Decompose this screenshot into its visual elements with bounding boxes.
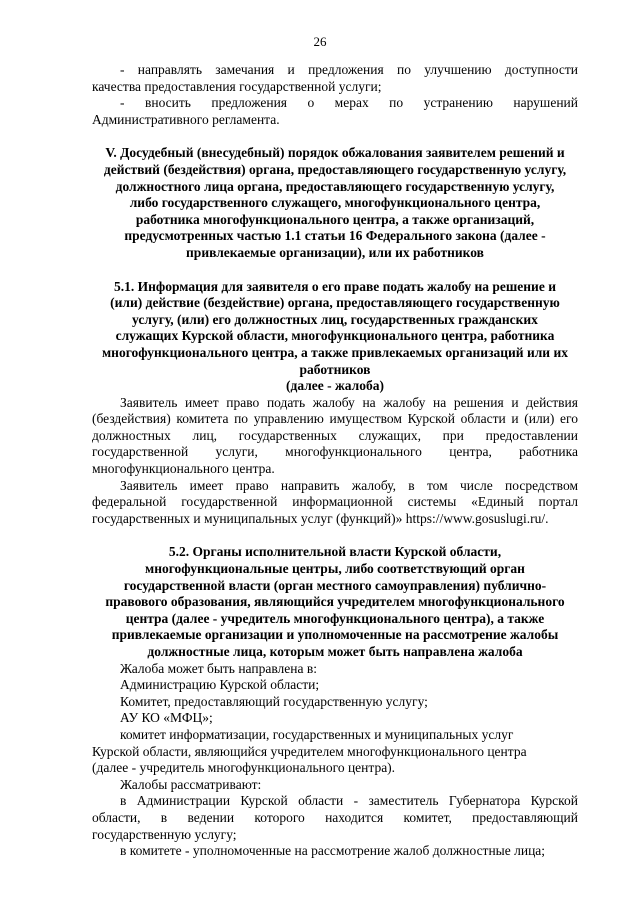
subsection-5-1-title-line: (или) действие (бездействие) органа, предоставляющего государственную — [110, 295, 560, 311]
section-5-title-line: работника многофункционального центра, а также организаций, — [135, 211, 535, 227]
paragraph-committee-review: в комитете - уполномоченные на рассмотрение жалоб должностные лица; — [120, 843, 546, 859]
subsection-5-2-title-line: центра (далее - учредитель многофункционального центра), а также — [125, 610, 545, 626]
paragraph-5-1-1 — [92, 395, 578, 478]
list-item-continuation: Курской области, являющийся учредителем многофункционального центра — [92, 743, 527, 759]
subsection-5-1-title-line: многофункционального центра, а также привлекаемых организаций или их — [101, 344, 568, 360]
paragraph-admin-review — [92, 793, 578, 843]
paragraph-line: в Администрации Курской области - заместитель Губернатора Курской — [120, 793, 578, 809]
paragraph-line: федеральной государственной информационной системы «Единый портал — [92, 494, 578, 510]
paragraph-line: многофункционального центра. — [92, 461, 275, 477]
subsection-5-1-title-line: служащих Курской области, многофункционального центра, работника — [115, 328, 555, 344]
complaint-recipients-list — [92, 661, 578, 777]
section-5-title-line: предусмотренных частью 1.1 статьи 16 Федерального закона (далее - — [124, 228, 546, 244]
intro-line-1: - направлять замечания и предложения по улучшению доступности — [120, 62, 578, 77]
list-item: комитет информатизации, государственных и муниципальных услуг — [120, 726, 514, 742]
subsection-5-2-title-line: привлекаемые организации и уполномоченные на рассмотрение жалобы — [111, 627, 559, 643]
list-item: Жалоба может быть направлена в: — [120, 660, 317, 676]
intro-line-3: - вносить предложения о мерах по устранению нарушений — [120, 95, 578, 111]
list-item: Комитет, предоставляющий государственную услугу; — [120, 693, 428, 709]
subsection-5-2-title-line: государственной власти (орган местного самоуправления) публично- — [123, 577, 547, 593]
section-5-title-line: либо государственного служащего, многофункционального центра, — [129, 195, 541, 211]
subsection-5-1-title-line: 5.1. Информация для заявителя о его праве подать жалобу на решение и — [114, 278, 556, 294]
review-heading: Жалобы рассматривают: — [120, 776, 262, 792]
list-item-continuation: (далее - учредитель многофункционального центра). — [92, 760, 396, 776]
paragraph-line: должностных лиц, государственных служащих, при предоставлении — [92, 427, 578, 443]
intro-line-4: Административного регламента. — [92, 111, 280, 127]
page-number: 26 — [313, 34, 327, 49]
paragraph-line: Заявитель имеет право направить жалобу, в том числе посредством — [120, 477, 578, 493]
subsection-5-1-title-line: услугу, (или) его должностных лиц, государственных гражданских — [132, 311, 538, 327]
paragraph-line: Заявитель имеет право подать жалобу на жалобу на решения и действия — [120, 394, 578, 410]
document-body — [92, 62, 578, 860]
section-5-title — [92, 145, 578, 261]
intro-line-2: качества предоставления государственной услуги; — [92, 78, 382, 94]
paragraph-line: государственную услугу; — [92, 826, 237, 842]
section-5-title-line: действий (бездействия) органа, предоставляющего государственную услугу, — [103, 161, 567, 177]
paragraph-line: государственной услуги, многофункционального центра, работника — [92, 444, 578, 460]
subsection-5-2-title-line: 5.2. Органы исполнительной власти Курской области, — [168, 544, 502, 560]
paragraph-5-1-2 — [92, 478, 578, 528]
section-5-title-line: должностного лица органа, предоставляющего государственную услугу, — [115, 178, 555, 194]
subsection-5-1-title — [92, 279, 578, 395]
subsection-5-1-title-line: работников — [299, 361, 371, 377]
list-item: АУ КО «МФЦ»; — [120, 710, 213, 726]
subsection-5-2-title-line: правового образования, являющийся учредителем многофункционального — [105, 594, 565, 610]
subsection-5-2-title-line: многофункциональные центры, либо соответствующий орган — [145, 561, 525, 577]
list-item: Администрацию Курской области; — [120, 677, 320, 693]
section-5-title-line: привлекаемые организации), или их работников — [186, 244, 484, 260]
paragraph-line: (бездействия) комитета по управлению имуществом Курской области и (или) его — [92, 411, 578, 427]
paragraph-line: области, в ведении которого находится комитет, предоставляющий — [92, 809, 578, 825]
subsection-5-2-title-line: должностные лица, которым может быть направлена жалоба — [147, 644, 523, 659]
section-5-title-line: V. Досудебный (внесудебный) порядок обжалования заявителем решений и — [105, 145, 565, 161]
subsection-5-1-title-line: (далее - жалоба) — [286, 378, 384, 394]
subsection-5-2-title — [92, 544, 578, 660]
paragraph-line: государственных и муниципальных услуг (функций)» https://www.gosuslugi.ru/. — [92, 510, 549, 526]
